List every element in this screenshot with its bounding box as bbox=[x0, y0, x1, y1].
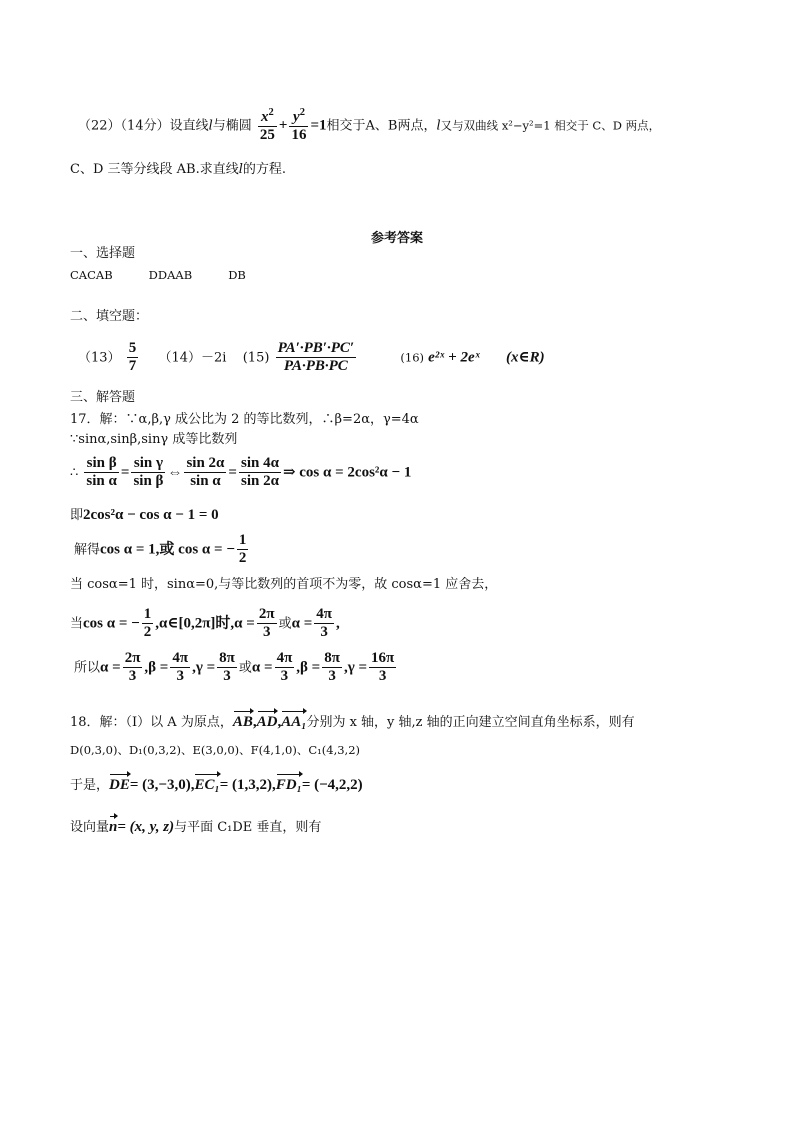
q22-with: 与椭圆 bbox=[212, 118, 252, 134]
therefore-sign: ∴ bbox=[70, 465, 79, 481]
q16-domain: (x∈R) bbox=[505, 349, 545, 366]
or-word-2: 或 bbox=[238, 660, 252, 676]
q16-expr: e²ˣ + 2eˣ bbox=[428, 349, 480, 366]
q14-answer: （14）－2i bbox=[158, 350, 227, 366]
cos-equation: ⇒ cos α = 2cos²α − 1 bbox=[282, 464, 412, 481]
solutions: cos α = 1,或 cos α = − bbox=[100, 541, 235, 558]
equals-one: =1 bbox=[310, 117, 327, 134]
q22-line2 bbox=[70, 162, 286, 178]
frac-c2: $\frac{16\pi}{3}$ bbox=[371, 650, 395, 685]
alpha-range: ,α∈[0,2π]时,α = bbox=[155, 615, 255, 632]
vector-fd1: FD₁ bbox=[275, 777, 302, 793]
sep-2: , bbox=[277, 714, 282, 730]
s17-line2: ∵sinα,sinβ,sinγ 成等比数列 bbox=[70, 432, 238, 447]
ratio-2a-a: $\frac{\sin 2\alpha}{\text{sin α}}$ bbox=[186, 455, 225, 490]
frac-b2: $\frac{8\pi}{3}$ bbox=[324, 650, 340, 685]
frac-b1: $\frac{4\pi}{3}$ bbox=[172, 650, 189, 685]
gamma-2: ,γ = bbox=[343, 659, 368, 676]
ratio-c-b: $\frac{\text{sin γ}}{\text{sin β}}$ bbox=[133, 455, 164, 490]
q22-after: 相交于A、B两点， bbox=[326, 118, 437, 134]
let-vector: 设向量 bbox=[70, 820, 110, 835]
ratio-b-a: $\frac{\text{sin β}}{\text{sin α}}$ bbox=[86, 455, 117, 490]
var-l: l bbox=[208, 118, 213, 134]
comma: , bbox=[335, 615, 340, 632]
n-components: = (x, y, z) bbox=[117, 819, 175, 835]
q22-prefix: （22）（14分）设直线 bbox=[78, 118, 209, 134]
s17-line3 bbox=[70, 455, 411, 491]
sec2-title: 二、填空题： bbox=[70, 309, 149, 324]
sec1-answers bbox=[70, 269, 246, 283]
ji-prefix: 即 bbox=[70, 508, 84, 523]
vector-ad: AD bbox=[256, 714, 278, 730]
s18-line4-suffix: 与平面 C₁DE 垂直，则有 bbox=[174, 820, 322, 835]
s17-line8 bbox=[74, 650, 398, 686]
two-pi-third: $\frac{2\pi}{3}$ bbox=[258, 606, 275, 641]
s17-line4 bbox=[70, 506, 219, 524]
equals: = bbox=[120, 464, 130, 481]
s18-line3 bbox=[70, 776, 363, 794]
cos-neg: cos α = − bbox=[83, 615, 140, 632]
ratio-4a-2a: $\frac{\sin 4\alpha}{\sin 2\alpha}$ bbox=[240, 455, 279, 490]
q22-line2-end: 的方程. bbox=[242, 162, 287, 177]
iff-sign: ⇔ bbox=[167, 464, 183, 481]
neg-half: $\frac{1}{2}$ bbox=[143, 606, 152, 641]
solve-prefix: 解得 bbox=[74, 542, 101, 558]
vector-ec1: EC₁ bbox=[194, 777, 220, 793]
vector-aa1: AA₁ bbox=[281, 714, 307, 730]
s18-line2: D(0,3,0)、D₁(0,3,2)、E(3,0,0)、F(4,1,0)、C₁(4,3,2) bbox=[70, 743, 361, 757]
s18-line1 bbox=[70, 713, 635, 731]
alpha-1: α = bbox=[100, 659, 121, 676]
answers-11-12: DB bbox=[228, 268, 246, 282]
alpha-eq: α = bbox=[291, 615, 313, 632]
gamma-1: ,γ = bbox=[192, 659, 216, 676]
s18-line4 bbox=[70, 818, 321, 836]
vector-de: DE bbox=[109, 777, 130, 793]
frac-a1: $\frac{2\pi}{3}$ bbox=[124, 650, 141, 685]
plus-sign: + bbox=[278, 117, 288, 134]
s17-line1: 17．解：∵α,β,γ 成公比为 2 的等比数列，∴β=2α，γ=4α bbox=[70, 412, 419, 427]
vector-ab: AB bbox=[232, 714, 253, 730]
s17-line6: 当 cosα=1 时，sinα=0,与等比数列的首项不为零，故 cosα=1 应舍去， bbox=[70, 577, 498, 592]
or-word: 或 bbox=[278, 616, 292, 632]
thus-prefix: 于是， bbox=[70, 778, 110, 793]
frac-a2: $\frac{4\pi}{3}$ bbox=[276, 650, 293, 685]
half-fraction: $\frac{1}{2}$ bbox=[238, 532, 247, 567]
beta-2: ,β = bbox=[296, 659, 321, 676]
answers-1-5: CACAB bbox=[70, 268, 113, 282]
fd1-value: = (−4,2,2) bbox=[301, 777, 363, 793]
vector-n: n bbox=[109, 819, 118, 835]
four-pi-third: $\frac{4\pi}{3}$ bbox=[316, 606, 332, 641]
quadratic-eq: 2cos²α − cos α − 1 = 0 bbox=[83, 507, 219, 523]
q22-hyperbola: 又与双曲线 x²−y²=1 相交于 C、D 两点， bbox=[440, 118, 661, 133]
q22-line2-text: C、D 三等分线段 AB.求直线 bbox=[70, 162, 239, 177]
q15-label: (15) bbox=[242, 350, 270, 366]
q22-line1 bbox=[78, 107, 660, 145]
de-value: = (3,−3,0), bbox=[129, 777, 195, 793]
var-l-3: l bbox=[238, 162, 243, 177]
sep-1: , bbox=[252, 714, 257, 730]
sec3-title: 三、解答题 bbox=[70, 390, 136, 405]
s18-suffix: 分别为 x 轴，y 轴,z 轴的正向建立空间直角坐标系，则有 bbox=[306, 715, 635, 730]
s18-prefix: 18．解：（I）以 A 为原点， bbox=[70, 715, 233, 730]
q15-fraction: $\frac{PA'\cdot PB'\cdot PC'}{PA\cdot PB\cdot PC}$ bbox=[277, 340, 355, 375]
fill-answers bbox=[78, 340, 545, 376]
so-prefix: 所以 bbox=[74, 660, 101, 676]
var-l-2: l bbox=[436, 118, 441, 134]
alpha-2: α = bbox=[251, 659, 273, 676]
s17-line7 bbox=[70, 606, 340, 642]
ellipse-y-term: $\frac{y^2}{16}$ bbox=[291, 107, 307, 144]
sec1-title: 一、选择题 bbox=[70, 246, 136, 261]
beta-1: ,β = bbox=[144, 659, 169, 676]
q13-label: （13） bbox=[78, 350, 121, 366]
q16-label: (16) bbox=[400, 350, 424, 365]
s17-line5 bbox=[74, 532, 250, 568]
answer-title: 参考答案 bbox=[370, 231, 423, 246]
when-prefix: 当 bbox=[70, 616, 84, 632]
q13-fraction: $\frac{5}{7}$ bbox=[128, 340, 137, 375]
equals-2: = bbox=[228, 464, 237, 481]
frac-c1: $\frac{8\pi}{3}$ bbox=[219, 650, 235, 685]
ellipse-x-term: $\frac{x^2}{25}$ bbox=[259, 107, 275, 144]
ec1-value: = (1,3,2), bbox=[219, 777, 276, 793]
answers-6-10: DDAAB bbox=[148, 268, 193, 282]
